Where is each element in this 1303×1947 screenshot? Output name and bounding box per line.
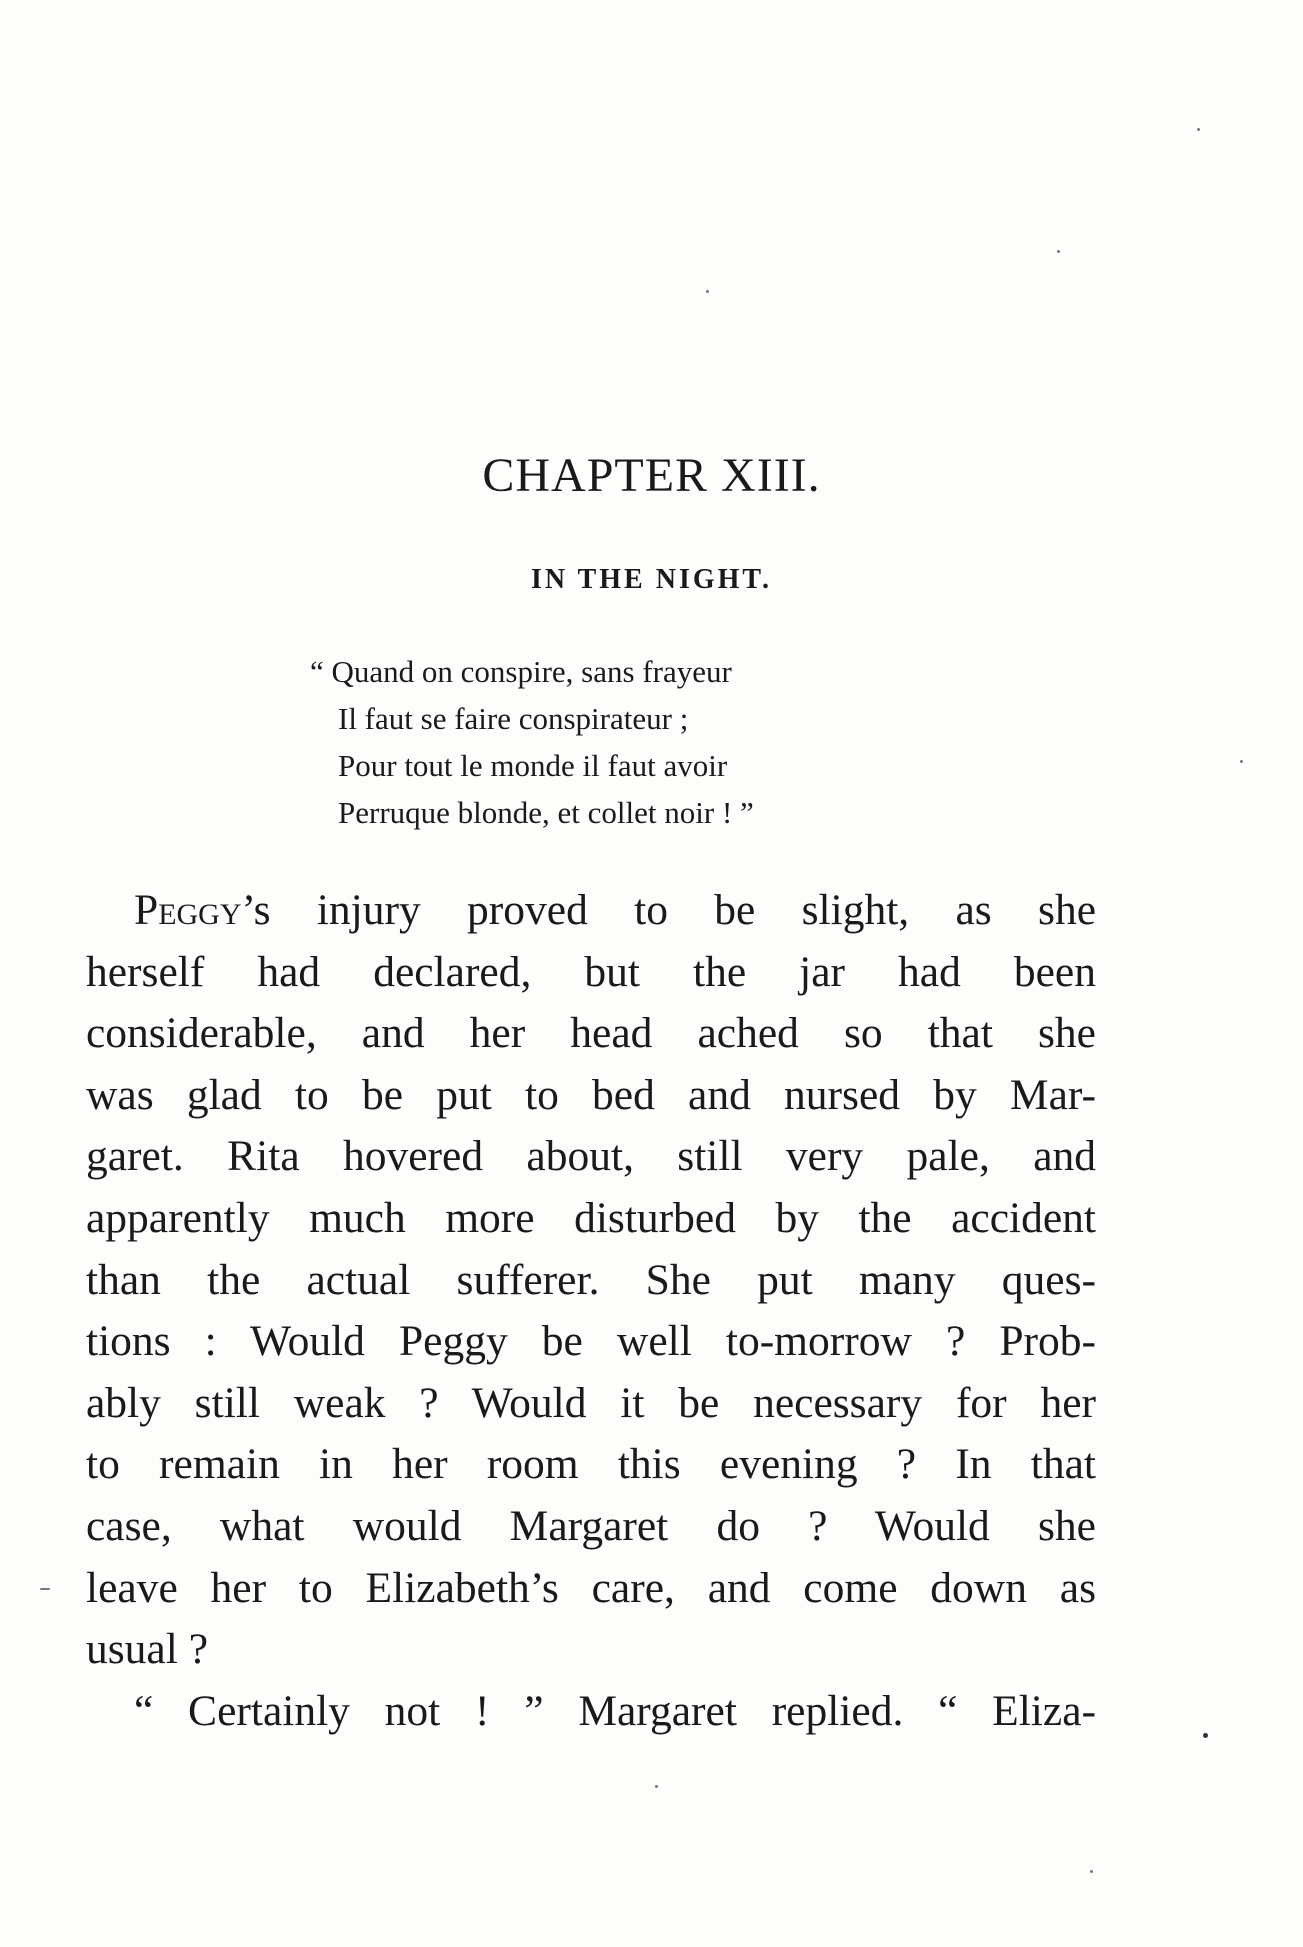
paragraph-line: to remain in her room this evening ? In that [86,1440,1096,1489]
paragraph-line: tions : Would Peggy be well to-morrow ? Prob- [86,1317,1096,1366]
paragraph-line: case, what would Margaret do ? Would she [86,1501,1096,1550]
scan-speck [1203,1733,1208,1738]
paragraph-last-line: usual ? [86,1625,209,1674]
paragraph-line: apparently much more disturbed by the accident [86,1193,1096,1242]
first-line-text: ’s injury proved to be slight, as she [241,886,1096,934]
scan-speck [40,1588,50,1590]
paragraph-first-line [86,880,1096,942]
epigraph-line: Pour tout le monde il faut avoir [338,748,728,783]
chapter-subtitle: IN THE NIGHT. [530,564,772,595]
paragraph-line: than the actual sufferer. She put many ques- [86,1255,1096,1304]
paragraph-line: was glad to be put to bed and nursed by Mar- [86,1070,1096,1119]
body-paragraphs [86,880,1096,1742]
scan-speck [1057,250,1060,253]
paragraph-line: ably still weak ? Would it be necessary for her [86,1378,1096,1427]
paragraph-line: garet. Rita hovered about, still very pale, and [86,1132,1096,1181]
epigraph-line: Perruque blonde, et collet noir ! ” [338,795,754,830]
epigraph [310,648,930,836]
scan-speck [1240,760,1243,763]
epigraph-line: Il faut se faire conspirateur ; [338,701,689,736]
scan-speck [706,290,709,293]
chapter-title: CHAPTER XIII. [482,449,821,502]
paragraph-line: herself had declared, but the jar had been [86,947,1096,996]
scan-speck [1197,128,1200,131]
paragraph-line: considerable, and her head ached so that she [86,1009,1096,1058]
epigraph-line: “ Quand on conspire, sans frayeur [310,654,732,689]
scan-speck [655,1785,658,1788]
next-paragraph-line: “ Certainly not ! ” Margaret replied. “ Eliza- [134,1686,1096,1735]
paragraph-line: leave her to Elizabeth’s care, and come down as [86,1563,1096,1612]
drop-word: Peggy [134,886,242,934]
scan-speck [1090,1870,1093,1873]
